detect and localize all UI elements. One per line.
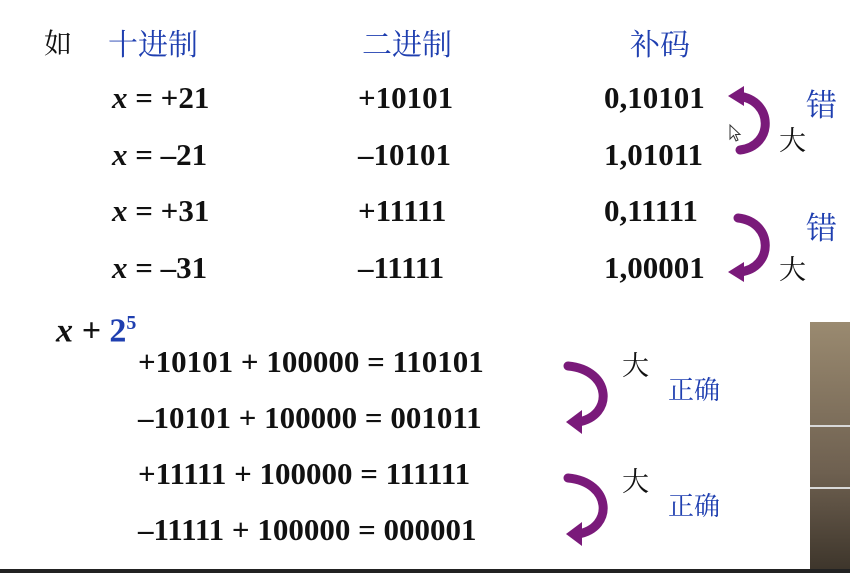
decimal-value: = +31 [135, 193, 210, 228]
complement-value: 1,00001 [604, 250, 705, 285]
formula-exponent: 5 [126, 312, 137, 334]
curved-arrow-icon [562, 356, 610, 432]
sum-line-2: –10101 + 100000 = 001011 [138, 400, 482, 435]
formula-x-plus-2-power-5 [56, 312, 136, 350]
x-variable: x [112, 193, 128, 228]
mouse-cursor-icon [729, 124, 741, 142]
note-correct: 正确 [668, 376, 721, 406]
note-wrong: 错 [806, 211, 837, 247]
note-big: 大 [779, 126, 806, 157]
formula-plus: + [73, 312, 110, 350]
note-big: 大 [622, 351, 649, 382]
video-divider [810, 487, 850, 489]
note-correct: 正确 [668, 492, 721, 522]
complement-value: 0,11111 [604, 193, 698, 228]
note-wrong: 错 [806, 88, 837, 124]
x-variable: x [112, 80, 128, 115]
sum-line-4: –11111 + 100000 = 000001 [138, 512, 477, 547]
formula-x: x [56, 312, 73, 350]
header-binary: 二进制 [362, 28, 452, 63]
complement-value: 0,10101 [604, 80, 705, 115]
curved-arrow-icon [728, 206, 772, 280]
webcam-video-strip [810, 322, 850, 573]
header-complement: 补码 [630, 28, 690, 63]
binary-value: –11111 [358, 250, 445, 285]
decimal-value: = +21 [135, 80, 210, 115]
x-variable: x [112, 250, 128, 285]
decimal-value: = –21 [135, 137, 208, 172]
formula-base: 2 [109, 312, 127, 350]
curved-arrow-icon [562, 468, 610, 544]
curved-arrow-icon [728, 84, 772, 158]
sum-line-1: +10101 + 100000 = 110101 [138, 344, 484, 379]
binary-value: +11111 [358, 193, 447, 228]
header-decimal: 十进制 [108, 28, 198, 63]
note-big: 大 [779, 255, 806, 286]
x-variable: x [112, 137, 128, 172]
binary-value: –10101 [358, 137, 451, 172]
note-big: 大 [622, 467, 649, 498]
video-divider [810, 425, 850, 427]
intro-text: 如 [44, 27, 73, 60]
decimal-value: = –31 [135, 250, 208, 285]
binary-value: +10101 [358, 80, 454, 115]
sum-line-3: +11111 + 100000 = 111111 [138, 456, 471, 491]
bottom-edge-bar [0, 569, 850, 573]
complement-value: 1,01011 [604, 137, 704, 172]
